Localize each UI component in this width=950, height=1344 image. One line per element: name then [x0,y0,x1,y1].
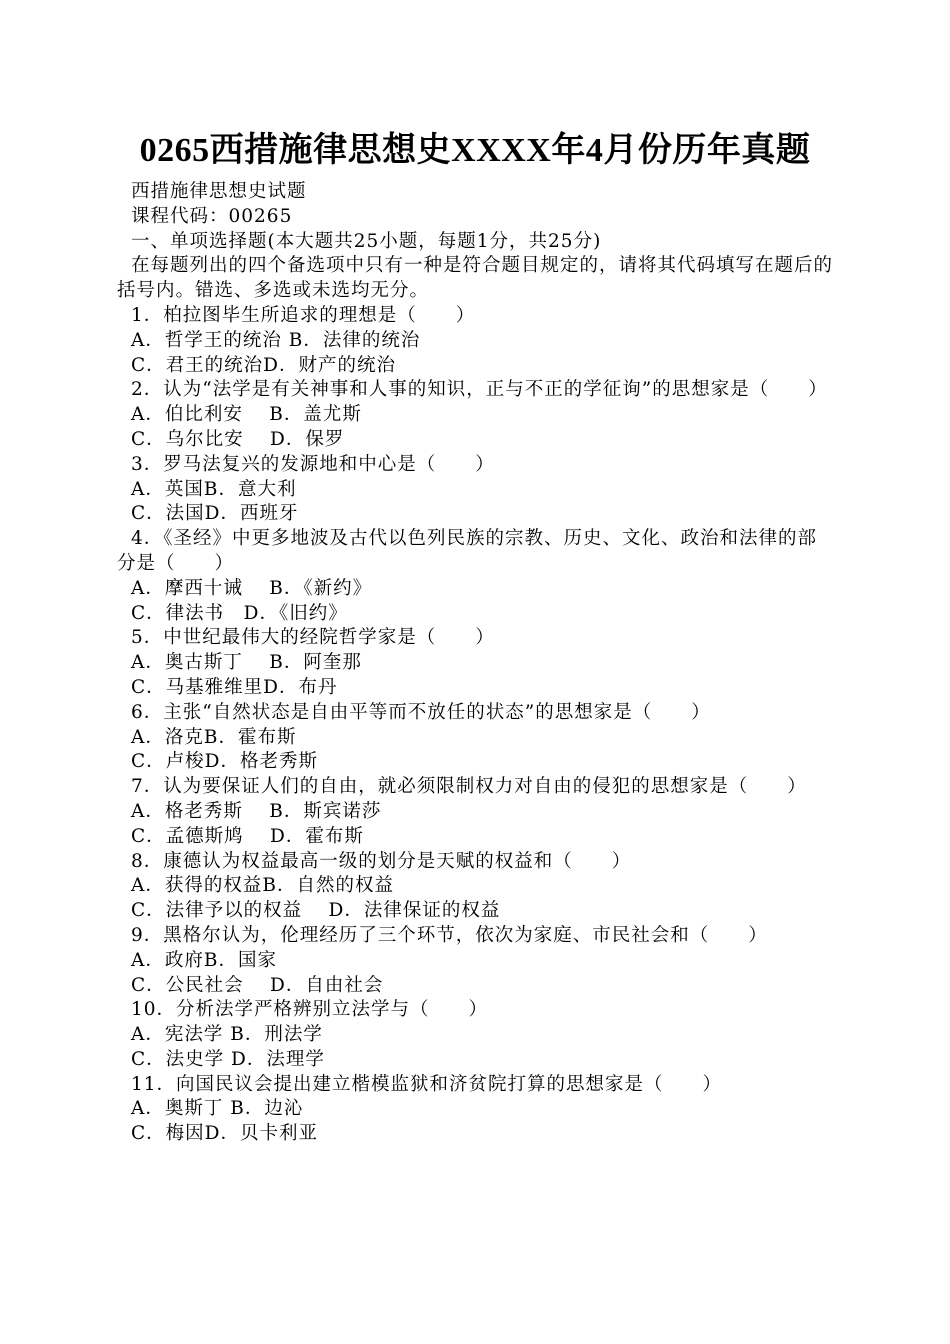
options-cd: C．乌尔比安 D．保罗 [131,428,345,450]
question-text: 8．康德认为权益最高一级的划分是天赋的权益和（ ） [131,850,632,872]
question-text: 3．罗马法复兴的发源地和中心是（ ） [131,453,495,475]
options-ab: A．哲学王的统治 B．法律的统治 [131,329,421,351]
options-cd: C．马基雅维里D．布丹 [131,676,338,698]
options-ab: A．格老秀斯 B．斯宾诺莎 [131,800,382,822]
options-ab: A．英国B．意大利 [131,478,297,500]
options-ab: A．宪法学 B．刑法学 [131,1024,323,1046]
options-cd: C．卢梭D．格老秀斯 [131,751,318,773]
options-ab: A．摩西十诫 B．《新约》 [131,577,373,599]
document-title: 0265西措施律思想史XXXX年4月份历年真题 [139,132,811,169]
question-text: 6．主张“自然状态是自由平等而不放任的状态”的思想家是（ ） [131,701,711,723]
instructions: 在每题列出的四个备选项中只有一种是符合题目规定的，请将其代码填写在题后的括号内。错选、多选或未选均无分。 [117,255,834,302]
question-text: 5．中世纪最伟大的经院哲学家是（ ） [131,627,495,649]
question-text: 2．认为“法学是有关神事和人事的知识，正与不正的学征询”的思想家是（ ） [131,379,828,401]
options-cd: C．君王的统治D．财产的统治 [131,354,396,376]
options-ab: A．政府B．国家 [131,949,277,971]
section-heading: 一、单项选择题(本大题共25小题，每题1分，共25分) [131,230,602,252]
options-cd: C．法律予以的权益 D．法律保证的权益 [131,900,501,922]
question-9 [117,924,833,998]
question-8 [117,850,833,924]
question-10 [117,998,833,1072]
options-ab: A．获得的权益B．自然的权益 [131,875,394,897]
question-text: 4．《圣经》中更多地波及古代以色列民族的宗教、历史、文化、政治和法律的部分是（ ） [117,528,818,574]
options-ab: A．伯比利安 B．盖尤斯 [131,404,362,426]
options-ab: A．奥斯丁 B．边沁 [131,1098,304,1120]
options-ab: A．奥古斯丁 B．阿奎那 [131,652,362,674]
options-cd: C．法国D．西班牙 [131,503,299,525]
options-cd: C．梅因D．贝卡利亚 [131,1123,318,1145]
question-4 [117,527,833,626]
question-text: 10．分析法学严格辨别立法学与（ ） [131,999,489,1021]
question-1 [117,304,833,378]
question-5 [117,626,833,700]
question-2 [117,378,833,452]
document-page [117,128,833,1147]
question-7 [117,775,833,849]
exam-subtitle: 西措施律思想史试题 [131,181,307,202]
options-ab: A．洛克B．霍布斯 [131,726,297,748]
question-text: 11．向国民议会提出建立楷模监狱和济贫院打算的思想家是（ ） [131,1073,723,1095]
question-text: 9．黑格尔认为，伦理经历了三个环节，依次为家庭、市民社会和（ ） [131,924,768,946]
question-6 [117,701,833,775]
question-text: 7．认为要保证人们的自由，就必须限制权力对自由的侵犯的思想家是（ ） [131,776,807,798]
options-cd: C．律法书 D．《旧约》 [131,602,348,624]
options-cd: C．公民社会 D．自由社会 [131,974,384,996]
course-code: 课程代码：00265 [131,205,293,227]
question-11 [117,1073,833,1147]
options-cd: C．孟德斯鸠 D．霍布斯 [131,825,364,847]
question-3 [117,453,833,527]
question-text: 1．柏拉图毕生所追求的理想是（ ） [131,304,476,326]
options-cd: C．法史学 D．法理学 [131,1048,325,1070]
